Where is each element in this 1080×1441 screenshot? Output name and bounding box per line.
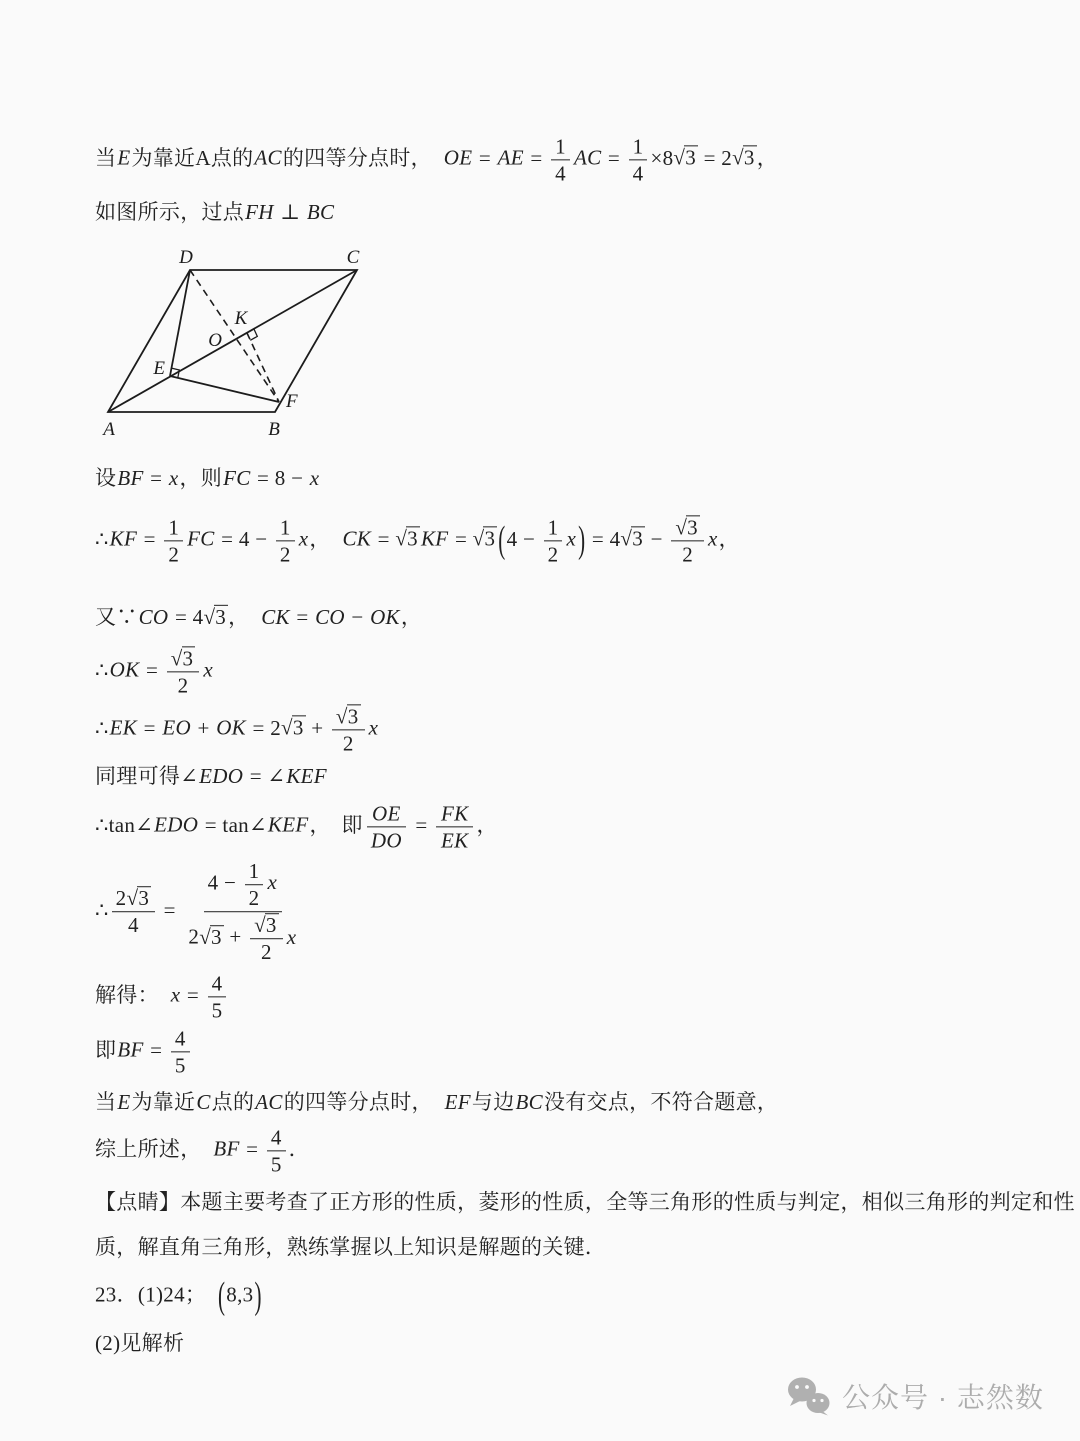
solution-line-case-c: 当E为靠近C点的AC的四等分点时， EF与边BC没有交点，不符合题意，	[95, 1089, 779, 1114]
solution-line-co: 又∵CO = 4√3， CK = CO − OK，	[95, 604, 423, 629]
point-label-e: E	[153, 358, 165, 379]
answer-line-23: 23．(1)24； (8,3)	[95, 1273, 262, 1317]
solution-line-solve-x: 解得： x = $\frac{4}{5}$	[95, 971, 229, 1022]
vertex-label-b: B	[268, 419, 280, 440]
wechat-icon	[786, 1376, 832, 1416]
solution-line-equation: ∴ $\frac{2√3}{4}$ = 4 − $\frac{1}{2}$ x 2√3 + $\frac{√3}{2}$ x	[95, 859, 297, 965]
dashed-segment-df	[190, 270, 279, 402]
segment-ef	[170, 376, 279, 402]
point-label-f: F	[286, 391, 298, 412]
point-label-o: O	[208, 330, 222, 351]
solution-line-tan: ∴tan∠EDO = tan∠KEF， 即 $\frac{OE}{DO}$ = $\frac{FK}{EK}$ ，	[95, 801, 498, 853]
point-label-k: K	[234, 308, 248, 329]
vertex-label-c: C	[346, 247, 360, 268]
dashed-segment-kf	[247, 333, 279, 402]
solution-line-ek: ∴EK = EO + OK = 2√3 + $\frac{√3}{2}$ x	[95, 704, 379, 756]
remark-line-1: 【点睛】本题主要考查了正方形的性质，菱形的性质，全等三角形的性质与判定，相似三角形的判定和性	[95, 1189, 1075, 1214]
answer-line-23-2: (2)见解析	[95, 1330, 185, 1355]
solution-line-ok: ∴OK = $\frac{√3}{2}$ x	[95, 646, 213, 698]
vertex-label-a: A	[103, 419, 115, 440]
solution-line-conclusion: 综上所述， BF = $\frac{4}{5}$ ．	[95, 1125, 310, 1177]
vertex-label-d: D	[179, 247, 193, 268]
solution-line-bf-result: 即BF = $\frac{4}{5}$	[95, 1026, 193, 1077]
watermark-text: 公众号 · 志然数	[842, 1382, 1044, 1413]
solution-line-set-x: 设BF = x，则FC = 8 − x	[95, 465, 320, 490]
remark-line-2: 质，解直角三角形，熟练掌握以上知识是解题的关键．	[95, 1234, 607, 1259]
solution-line-angles: 同理可得∠EDO = ∠KEF	[95, 763, 327, 788]
solution-line-figure-ref: 如图所示，过点FH ⊥ BC	[95, 199, 335, 224]
solution-line-oe-ae: 当E为靠近A点的AC的四等分点时， OE = AE = $\frac{1}{4}$ AC = $\frac{1}{4}$ ×8√3 = 2√3，	[95, 134, 779, 186]
solution-line-kf-ck: ∴KF = $\frac{1}{2}$ FC = 4 − $\frac{1}{2}$ x， CK = √3 KF = √3 (4 − $\frac{1}{2}$ x) = 4√3 − $\frac{√3}{2}$ x，	[95, 515, 740, 567]
watermark	[786, 1376, 1044, 1416]
geometry-figure	[95, 245, 405, 450]
